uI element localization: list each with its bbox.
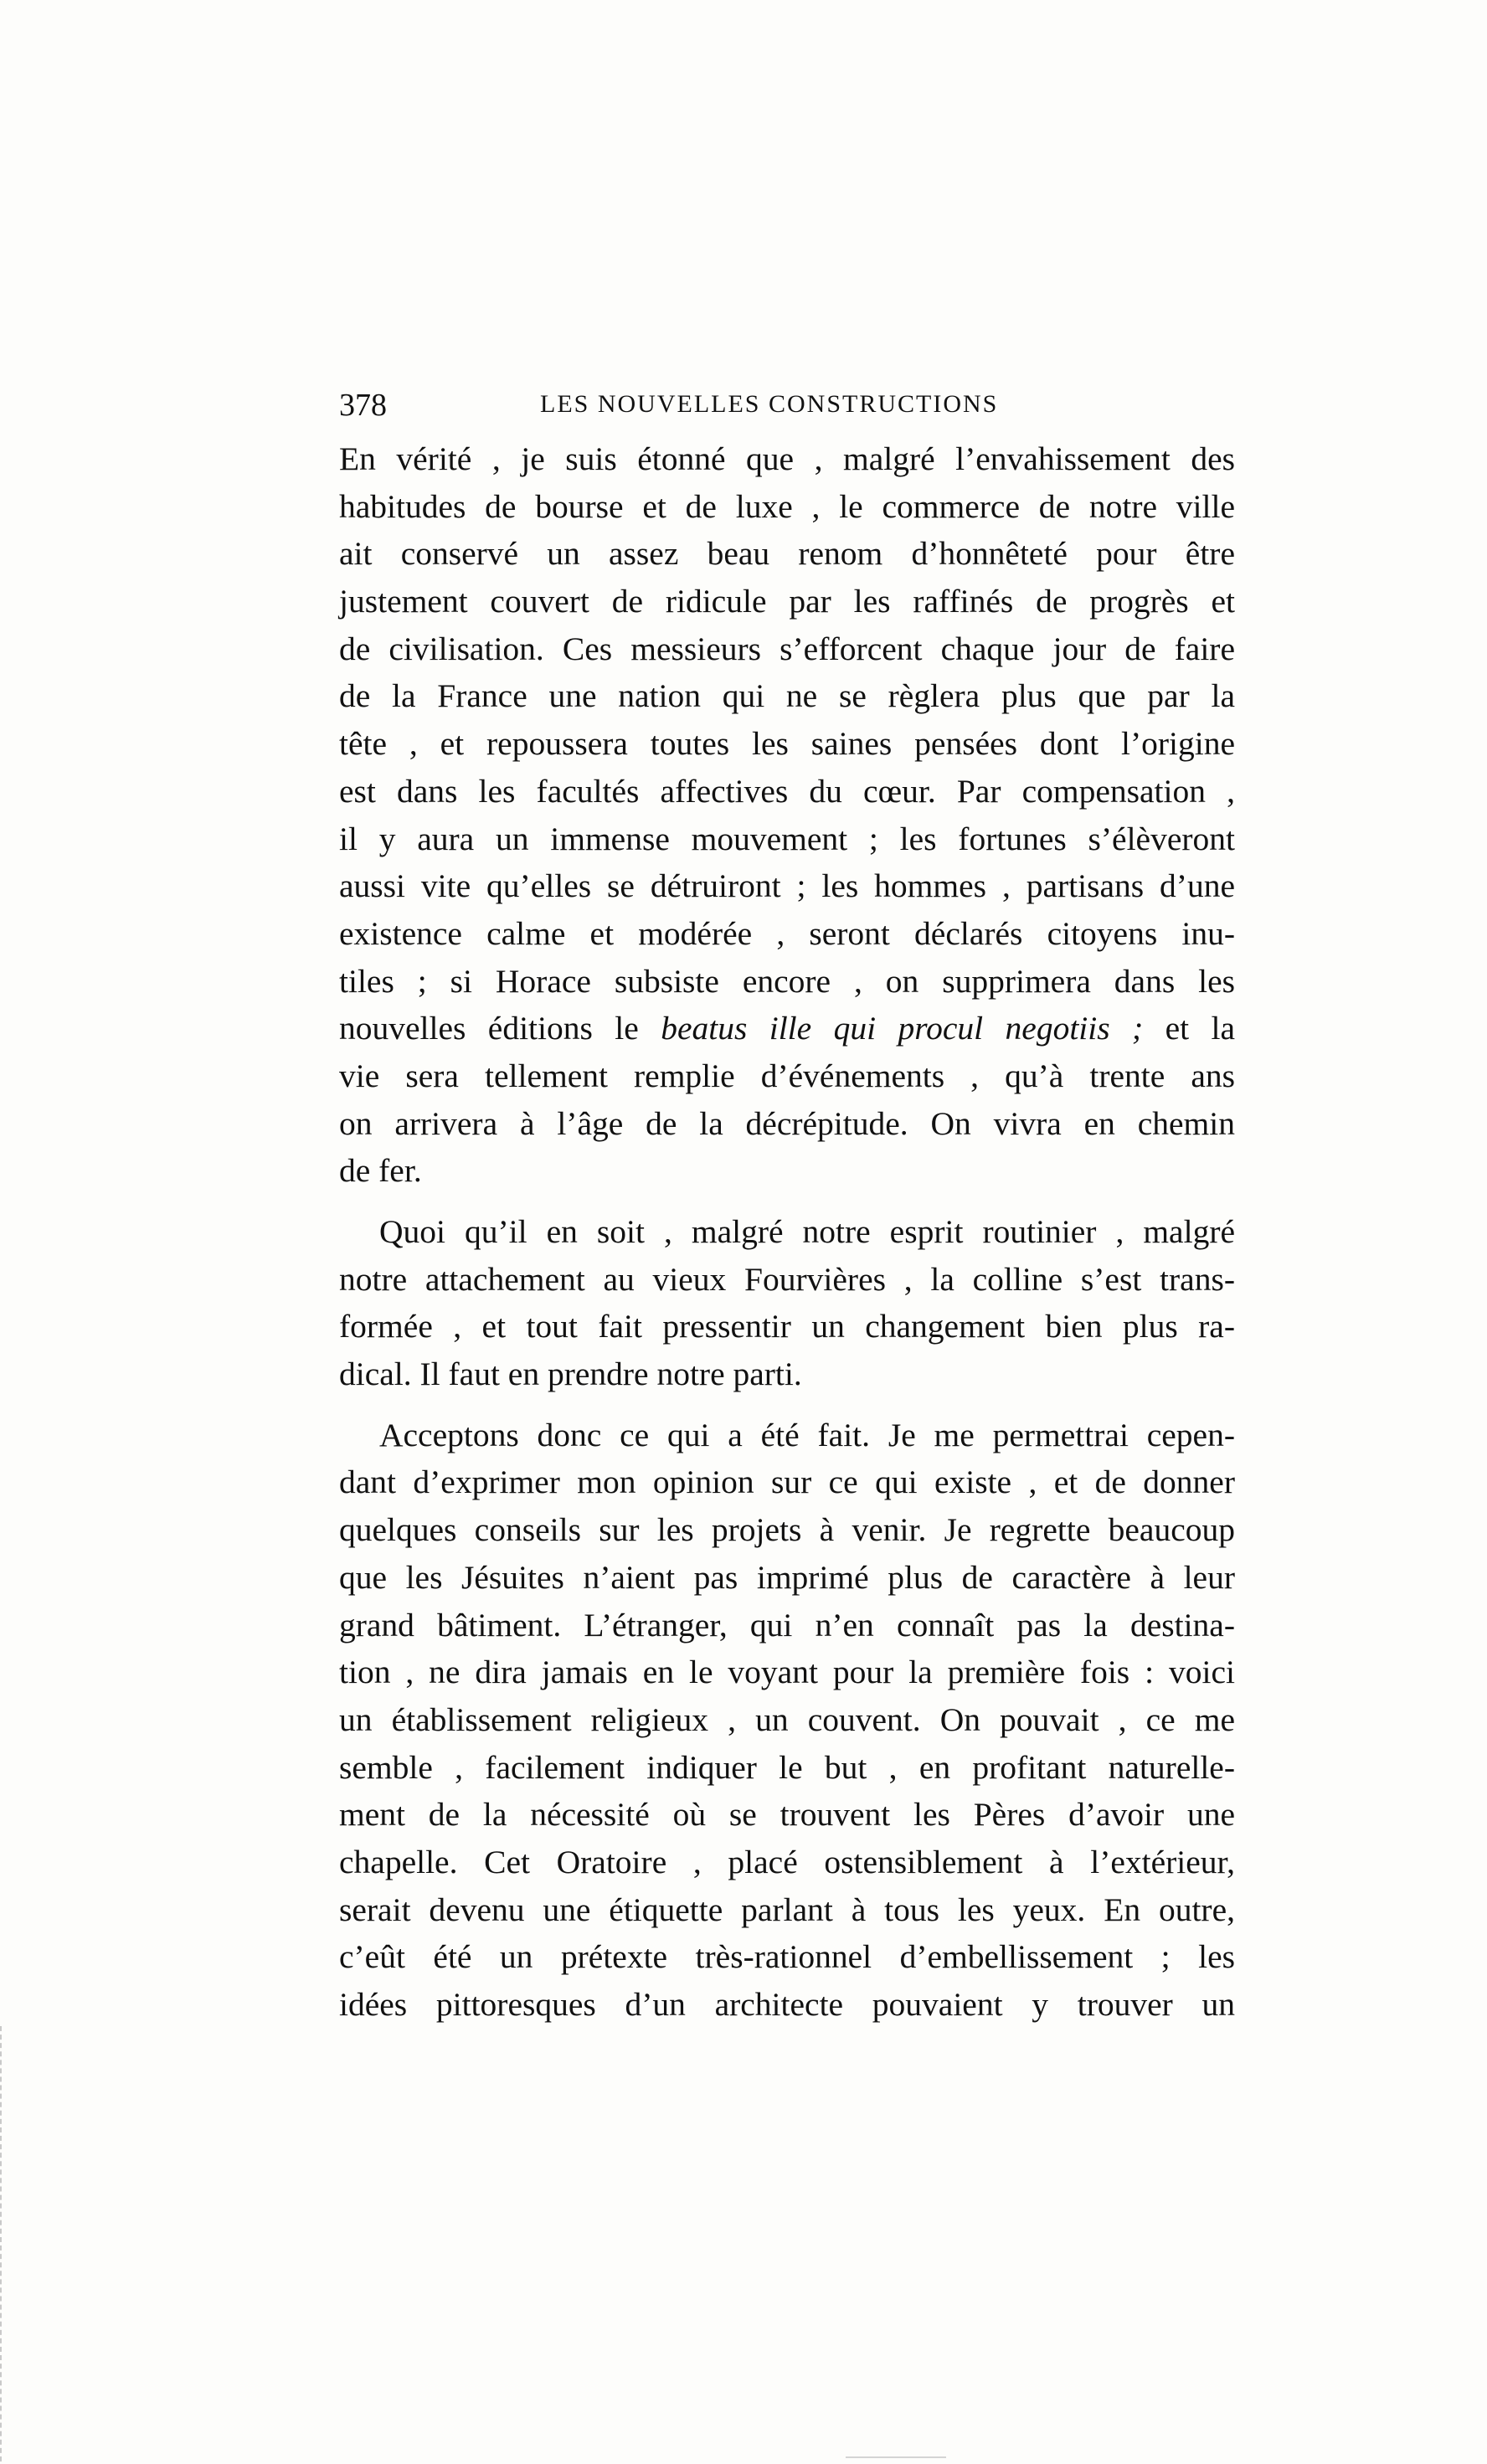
paragraph-gap [339, 1195, 1235, 1208]
text-line: aussi vite qu’elles se détruiront ; les hommes , partisans d’une [339, 867, 1235, 905]
text-line: quelques conseils sur les projets à venir. Je regrette beaucoup [339, 1511, 1235, 1549]
text-line: notre attachement au vieux Fourvières , la colline s’est trans- [339, 1260, 1235, 1298]
text-line: semble , facilement indiquer le but , en profitant naturelle- [339, 1748, 1235, 1786]
text-line-with-quotation [339, 1005, 1235, 1052]
text-line: ment de la nécessité où se trouvent les Pères d’avoir une [339, 1796, 1235, 1834]
text-line: tête , et repoussera toutes les saines pensées dont l’origine [339, 725, 1235, 763]
paragraph-gap [339, 1398, 1235, 1412]
text-line: idées pittoresques d’un architecte pouvaient y trouver un [339, 1986, 1235, 2023]
text-line: tion , ne dira jamais en le voyant pour la première fois : voici [339, 1654, 1235, 1691]
text-line: un établissement religieux , un couvent. On pouvait , ce me [339, 1700, 1235, 1738]
scan-edge-marks [0, 2026, 4, 2461]
text-segment: nouvelles éditions le [339, 1010, 661, 1047]
paragraph-1 [339, 435, 1235, 1195]
text-line: formée , et tout fait pressentir un changement bien plus ra- [339, 1308, 1235, 1345]
text-line: de civilisation. Ces messieurs s’efforcent chaque jour de faire [339, 630, 1235, 667]
text-line: dical. Il faut en prendre notre parti. [339, 1355, 802, 1393]
running-title: LES NOUVELLES CONSTRUCTIONS [540, 390, 999, 418]
text-line: En vérité , je suis étonné que , malgré l’envahissement des [339, 440, 1235, 477]
text-line: chapelle. Cet Oratoire , placé ostensiblement à l’extérieur, [339, 1843, 1235, 1880]
text-line: dant d’exprimer mon opinion sur ce qui existe , et de donner [339, 1463, 1235, 1501]
paragraph-2 [339, 1208, 1235, 1398]
text-line: de fer. [339, 1152, 422, 1190]
paragraph-3 [339, 1412, 1235, 2029]
text-line: Acceptons donc ce qui a été fait. Je me permettrai cepen- [379, 1416, 1235, 1453]
page-number: 378 [339, 388, 387, 423]
text-line: grand bâtiment. L’étranger, qui n’en connaît pas la destina- [339, 1606, 1235, 1644]
text-line: c’eût été un prétexte très-rationnel d’embellissement ; les [339, 1938, 1235, 1976]
text-line: habitudes de bourse et de luxe , le commerce de notre ville [339, 487, 1235, 525]
text-line: on arrivera à l’âge de la décrépitude. On vivra en chemin [339, 1104, 1235, 1142]
text-segment: et la [1143, 1010, 1235, 1047]
running-head [339, 387, 1235, 429]
text-line: justement couvert de ridicule par les raffinés de progrès et [339, 583, 1235, 620]
latin-quotation: beatus ille qui procul negotiis ; [661, 1010, 1144, 1047]
text-line: existence calme et modérée , seront déclarés citoyens inu- [339, 914, 1235, 952]
text-line: de la France une nation qui ne se règlera plus que par la [339, 677, 1235, 715]
text-line: vie sera tellement remplie d’événements , qu’à trente ans [339, 1057, 1235, 1094]
text-line: que les Jésuites n’aient pas imprimé plus de caractère à leur [339, 1558, 1235, 1596]
text-line: ait conservé un assez beau renom d’honnêteté pour être [339, 535, 1235, 573]
text-line: il y aura un immense mouvement ; les fortunes s’élèveront [339, 820, 1235, 857]
text-line: tiles ; si Horace subsiste encore , on supprimera dans les [339, 962, 1235, 1000]
body-text [339, 435, 1235, 2029]
text-line: Quoi qu’il en soit , malgré notre esprit routinier , malgré [379, 1213, 1235, 1250]
scan-bottom-mark [846, 2456, 946, 2458]
text-line: est dans les facultés affectives du cœur. Par compensation , [339, 772, 1235, 810]
text-line: serait devenu une étiquette parlant à tous les yeux. En outre, [339, 1890, 1235, 1928]
